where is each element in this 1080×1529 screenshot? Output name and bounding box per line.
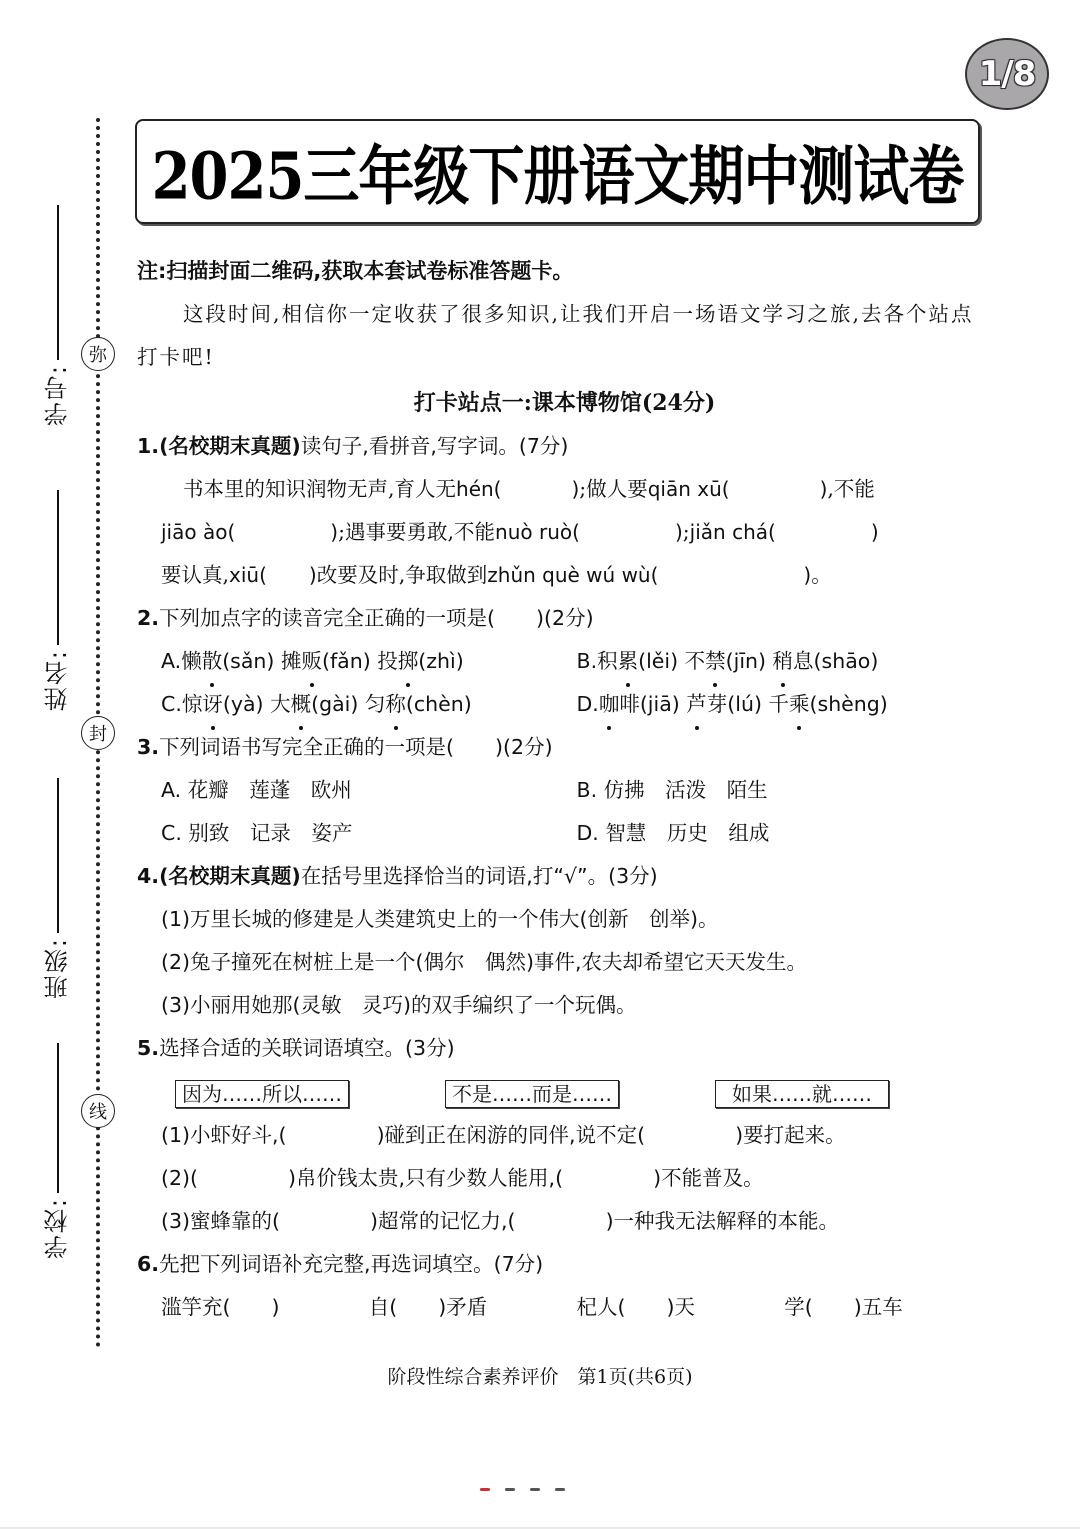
class-field[interactable] <box>40 778 75 999</box>
text: 要认真, <box>161 563 230 587</box>
option-c[interactable]: C. 别致 记录 姿产 <box>161 821 353 845</box>
text: ,不能 <box>827 477 875 501</box>
pager-dot-active[interactable] <box>480 1488 490 1491</box>
class-label: 班级: <box>44 937 72 1000</box>
text: 改要及时,争取做到 <box>316 563 488 587</box>
question-stem: 选择合适的关联词语填空。(3分) <box>159 1036 455 1060</box>
text: 。 <box>811 563 832 587</box>
school-label: 学校: <box>44 1197 72 1260</box>
name-field[interactable] <box>40 490 75 711</box>
text: 书本里的知识润物无声,育人无 <box>183 477 457 501</box>
question-number: 6. <box>137 1252 160 1276</box>
text: ; <box>682 520 690 544</box>
pager-dot[interactable] <box>530 1488 540 1491</box>
page-counter-badge: 1/8 <box>965 38 1049 110</box>
question-6 <box>137 1243 992 1286</box>
page-title: 2025三年级下册语文期中测试卷 <box>151 138 964 215</box>
question-number: 1. <box>137 434 160 458</box>
question-tag: (名校期末真题) <box>159 864 301 888</box>
question-number: 4. <box>137 864 160 888</box>
q6-idioms <box>137 1286 992 1329</box>
page-footer: 阶段性综合素养评价 第1页(共6页) <box>387 1366 693 1388</box>
question-4 <box>137 855 992 898</box>
question-5 <box>137 1027 992 1070</box>
school-blank-line[interactable] <box>57 1043 59 1193</box>
question-number: 3. <box>137 735 160 759</box>
idiom-4[interactable]: 学( )五车 <box>784 1295 903 1319</box>
q3-options-row-1 <box>137 769 992 812</box>
question-stem: 先把下列词语补充完整,再选词填空。(7分) <box>159 1252 544 1276</box>
student-id-label: 学号: <box>44 364 72 427</box>
title-box <box>135 119 980 224</box>
pinyin: jiāo ào <box>161 520 228 544</box>
option-d[interactable]: D. 智慧 历史 组成 <box>576 821 770 845</box>
pager-dot[interactable] <box>555 1488 565 1491</box>
q5-item-2: (2)( )帛价钱太贵,只有少数人能用,( )不能普及。 <box>161 1166 764 1190</box>
seal-char-mi: 弥 <box>81 337 115 371</box>
q5-item-3: (3)蜜蜂靠的( )超常的记忆力,( )一种我无法解释的本能。 <box>161 1209 840 1233</box>
q4-item-2[interactable]: (2)兔子撞死在树桩上是一个(偶尔 偶然)事件,农夫却希望它天天发生。 <box>161 950 808 974</box>
option-c[interactable]: C.惊讶(yà) 大概(gài) 匀称(chèn) <box>161 683 577 726</box>
question-stem: 读句子,看拼音,写字词。(7分) <box>300 434 569 458</box>
question-number: 5. <box>137 1036 160 1060</box>
student-id-field[interactable] <box>40 205 75 426</box>
idiom-2[interactable]: 自( )矛盾 <box>368 1295 488 1319</box>
q1-line-2: jiāo ào( );遇事要勇敢,不能nuò ruò( );jiǎn chá( ) <box>161 520 879 544</box>
q4-item-3[interactable]: (3)小丽用她那(灵敏 灵巧)的双手编织了一个玩偶。 <box>161 993 637 1017</box>
q5-item-1: (1)小虾好斗,( )碰到正在闲游的同伴,说不定( )要打起来。 <box>161 1123 846 1147</box>
seal-char-feng: 封 <box>81 716 115 750</box>
intro-paragraph: 这段时间,相信你一定收获了很多知识,让我们开启一场语文学习之旅,去各个站点打卡吧! <box>137 302 974 369</box>
exam-content <box>137 250 992 1329</box>
option-b[interactable]: B. 仿拂 活泼 陌生 <box>576 778 768 802</box>
q4-item-1[interactable]: (1)万里长城的修建是人类建筑史上的一个伟大(创新 创举)。 <box>161 907 719 931</box>
conjunction-choice-2: 不是……而是…… <box>445 1080 619 1108</box>
class-blank-line[interactable] <box>57 778 59 933</box>
question-stem: 在括号里选择恰当的词语,打“√”。(3分) <box>300 864 658 888</box>
q2-options-row-1 <box>137 640 992 683</box>
carousel-pager <box>480 1488 565 1491</box>
question-2 <box>137 597 992 640</box>
pinyin: nuò ruò <box>495 520 573 544</box>
q1-line-3: 要认真,xiū( )改要及时,争取做到zhǔn què wú wù( )。 <box>161 563 832 587</box>
question-1 <box>137 425 992 468</box>
question-number: 2. <box>137 606 160 630</box>
question-stem: 下列词语书写完全正确的一项是( )(2分) <box>159 735 553 759</box>
seal-char-xian: 线 <box>81 1094 115 1128</box>
pinyin: jiǎn chá <box>689 520 769 544</box>
pinyin: xiū <box>229 563 260 587</box>
name-label: 姓名: <box>44 649 72 712</box>
question-stem: 下列加点字的读音完全正确的一项是( )(2分) <box>159 606 594 630</box>
conjunction-choice-3: 如果……就…… <box>715 1080 889 1108</box>
pinyin: hén <box>456 477 494 501</box>
pager-dot[interactable] <box>505 1488 515 1491</box>
idiom-1[interactable]: 滥竽充( ) <box>161 1295 280 1319</box>
student-id-blank-line[interactable] <box>57 205 59 360</box>
conjunction-choice-1: 因为……所以…… <box>175 1080 349 1108</box>
question-3 <box>137 726 992 769</box>
section-title: 打卡站点一:课本博物馆(24分) <box>413 390 716 416</box>
q2-options-row-2 <box>137 683 992 726</box>
school-field[interactable] <box>40 1043 75 1259</box>
name-blank-line[interactable] <box>57 490 59 645</box>
pinyin: qiān xū <box>647 477 722 501</box>
option-b[interactable]: B.积累(lěi) 不禁(jīn) 稍息(shāo) <box>577 640 993 683</box>
conjunction-choices <box>137 1076 992 1112</box>
q3-options-row-2 <box>137 812 992 855</box>
option-a[interactable]: A. 花瓣 莲蓬 欧州 <box>161 778 352 802</box>
pinyin: zhǔn què wú wù <box>487 563 651 587</box>
option-d[interactable]: D.咖啡(jiā) 芦芽(lú) 千乘(shèng) <box>577 683 993 726</box>
idiom-3[interactable]: 杞人( )天 <box>576 1295 695 1319</box>
text: ;遇事要勇敢,不能 <box>338 520 496 544</box>
q1-line-1: 书本里的知识润物无声,育人无hén( );做人要qiān xū( ),不能 <box>183 477 875 501</box>
note-text: 注:扫描封面二维码,获取本套试卷标准答题卡。 <box>137 259 574 283</box>
option-a[interactable]: A.懒散(sǎn) 摊贩(fǎn) 投掷(zhì) <box>161 640 577 683</box>
question-tag: (名校期末真题) <box>159 434 301 458</box>
text: ;做人要 <box>579 477 648 501</box>
